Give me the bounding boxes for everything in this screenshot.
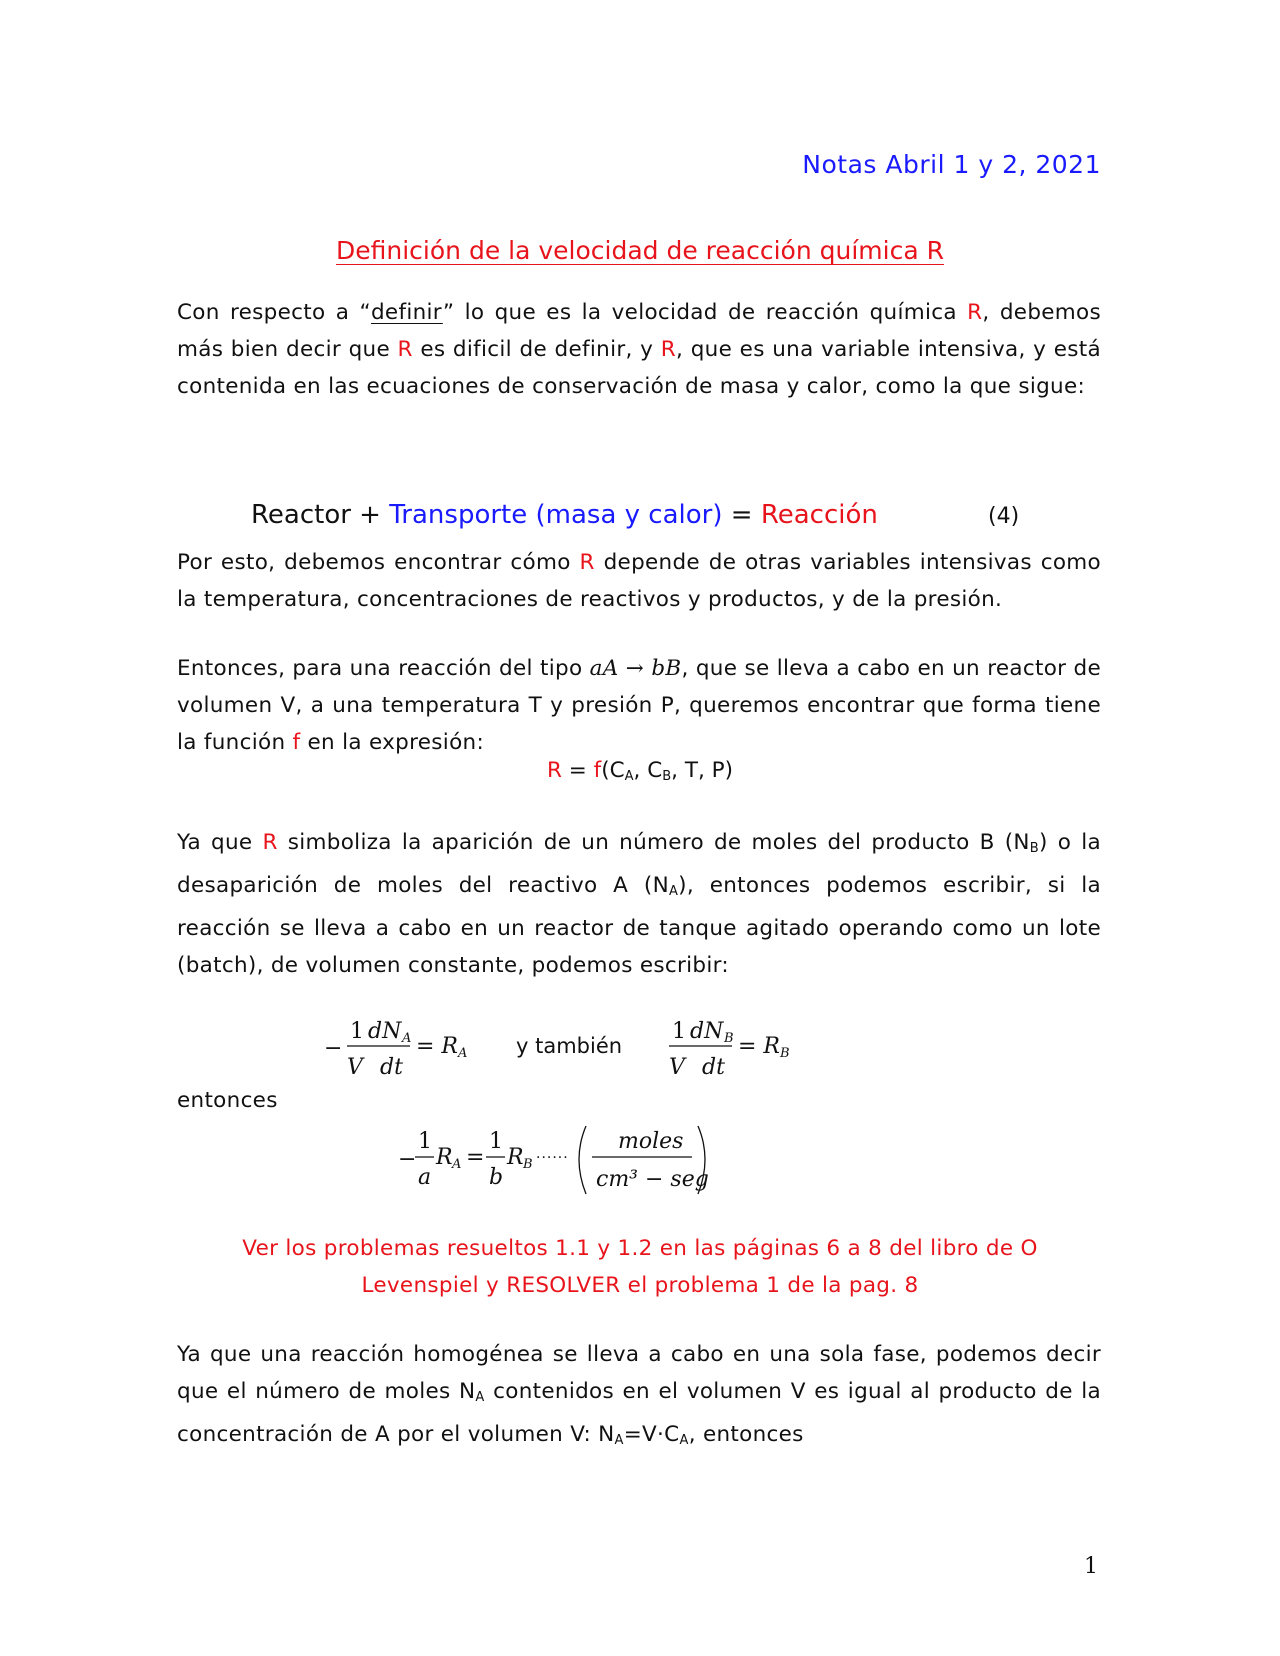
p5-text-d: , entonces: [688, 1422, 804, 1447]
page-title-text: Definición de la velocidad de reacción química R: [336, 236, 944, 265]
eq4-reaccion: Reacción: [760, 500, 878, 530]
eq-dNA: dN: [368, 1019, 402, 1044]
eq-subA: A: [402, 1031, 412, 1046]
p5-text-c: =V·C: [623, 1422, 680, 1447]
p2-r-symbol: R: [579, 550, 595, 575]
eq-dt: dt: [380, 1055, 403, 1080]
equation-4: [251, 500, 878, 530]
p1-text-d: es dificil de definir, y: [412, 337, 661, 362]
ratio-b: b: [489, 1165, 504, 1190]
p1-r-symbol: R: [967, 300, 983, 325]
expr-rest: , T, P): [671, 758, 733, 783]
ratio-one-b: 1: [489, 1129, 503, 1154]
p3-text-c: en la expresión:: [300, 730, 485, 755]
p4-r-symbol: R: [262, 830, 278, 855]
eq-RB-sub: B: [780, 1046, 790, 1061]
rate-equations: [320, 1010, 840, 1088]
paragraph-dependence: [177, 544, 1101, 618]
expr-mid: , C: [633, 758, 663, 783]
paragraph-moles: [177, 824, 1101, 984]
p4-sub-b: B: [1029, 841, 1040, 856]
ratio-one-a: 1: [418, 1129, 432, 1154]
ratio-RA: R: [436, 1145, 453, 1170]
p1-text-a: Con respecto a “: [177, 300, 371, 325]
ratio-a: a: [418, 1165, 432, 1190]
p5-sub-a: A: [679, 1433, 689, 1448]
expr-f: f: [593, 758, 602, 783]
eq-RB: = R: [738, 1034, 780, 1059]
eq-minus: −: [324, 1036, 343, 1061]
eq-RA: = R: [416, 1034, 458, 1059]
p4-text-c: ) o la desaparición de moles del reactivo A (N: [177, 830, 1101, 898]
expr-sub-b: B: [662, 769, 672, 784]
p5-sub-a: A: [475, 1390, 485, 1405]
p1-r-symbol: R: [397, 337, 413, 362]
ratio-moles: moles: [618, 1129, 684, 1154]
ratio-RA-sub: A: [452, 1157, 462, 1172]
left-paren: [579, 1126, 586, 1194]
rate-expression: [0, 758, 1280, 784]
eq-one-a: 1: [350, 1019, 364, 1044]
page-number: 1: [1084, 1554, 1098, 1579]
paragraph-homogeneous: [177, 1336, 1101, 1459]
page-title: [0, 236, 1280, 265]
p2-text-b: depende de otras variables intensivas como la temperatura, concentraciones de reactivos y productos, y de la presión.: [177, 550, 1102, 612]
p3-text-b: , que se lleva a cabo en un reactor de volumen V, a una temperatura T y presión P, queremos encontrar que forma tiene la función: [177, 656, 1101, 755]
eq4-transporte: Transporte (masa y calor): [389, 500, 723, 530]
eq-one-b: 1: [672, 1019, 686, 1044]
eq-dNB: dN: [690, 1019, 724, 1044]
entonces-label: entonces: [177, 1088, 278, 1113]
ratio-minus: −: [398, 1147, 417, 1172]
p4-sub-a: A: [668, 884, 679, 899]
p4-text-d: ), entonces podemos escribir, si la reacción se lleva a cabo en un reactor de tanque agitado operando como un lote (batch), de volumen constante, podemos escribir:: [177, 873, 1101, 978]
paragraph-definition: [177, 294, 1101, 405]
ratio-units: cm³ − seg: [596, 1167, 709, 1192]
p5-text-b: contenidos en el volumen V es igual al producto de la concentración de A por el volumen V: N: [177, 1379, 1101, 1447]
note-line-2: Levenspiel y RESOLVER el problema 1 de la pag. 8: [361, 1273, 919, 1298]
p1-text-c: , debemos más bien decir que: [177, 300, 1101, 362]
p1-definir: definir: [370, 300, 443, 325]
ratio-equals: =: [466, 1145, 485, 1170]
paragraph-reaction-type: [177, 650, 1101, 761]
p1-text-e: , que es una variable intensiva, y está contenida en las ecuaciones de conservación de masa y calor, como la que sigue:: [177, 337, 1101, 399]
expr-sub-a: A: [624, 769, 634, 784]
p3-text-a: Entonces, para una reacción del tipo: [177, 656, 590, 681]
eq-dt-b: dt: [702, 1055, 725, 1080]
p3-f-symbol: f: [292, 730, 301, 755]
p1-text-b: ” lo que es la velocidad de reacción química: [442, 300, 968, 325]
ratio-equation: [396, 1118, 736, 1204]
date-header: Notas Abril 1 y 2, 2021: [802, 150, 1101, 179]
ratio-RB: R: [507, 1145, 524, 1170]
ratio-RB-sub: B: [523, 1157, 533, 1172]
eq-subB: B: [724, 1031, 734, 1046]
eq-V: V: [347, 1055, 363, 1080]
p4-text-a: Ya que: [177, 830, 263, 855]
expr-open: (C: [601, 758, 625, 783]
note-line-1: Ver los problemas resueltos 1.1 y 1.2 en las páginas 6 a 8 del libro de O: [242, 1236, 1038, 1261]
ratio-dots: ······: [536, 1150, 569, 1166]
eq-y-tambien: y también: [516, 1034, 623, 1058]
expr-r: R: [547, 758, 562, 783]
eq-RA-sub: A: [458, 1046, 468, 1061]
p2-text-a: Por esto, debemos encontrar cómo: [177, 550, 580, 575]
equation-number: (4): [988, 504, 1020, 529]
p1-r-symbol: R: [660, 337, 677, 362]
p5-text-a: Ya que una reacción homogénea se lleva a cabo en una sola fase, podemos decir que el número de moles N: [177, 1342, 1101, 1404]
eq4-reactor: Reactor +: [251, 500, 390, 530]
eq-V-b: V: [669, 1055, 685, 1080]
p5-sub-a: A: [614, 1433, 624, 1448]
p4-text-b: simboliza la aparición de un número de moles del producto B (N: [277, 830, 1030, 855]
p3-reaction: aA → bB: [589, 656, 682, 681]
eq4-equals: =: [722, 500, 761, 530]
expr-equals: =: [561, 758, 594, 783]
